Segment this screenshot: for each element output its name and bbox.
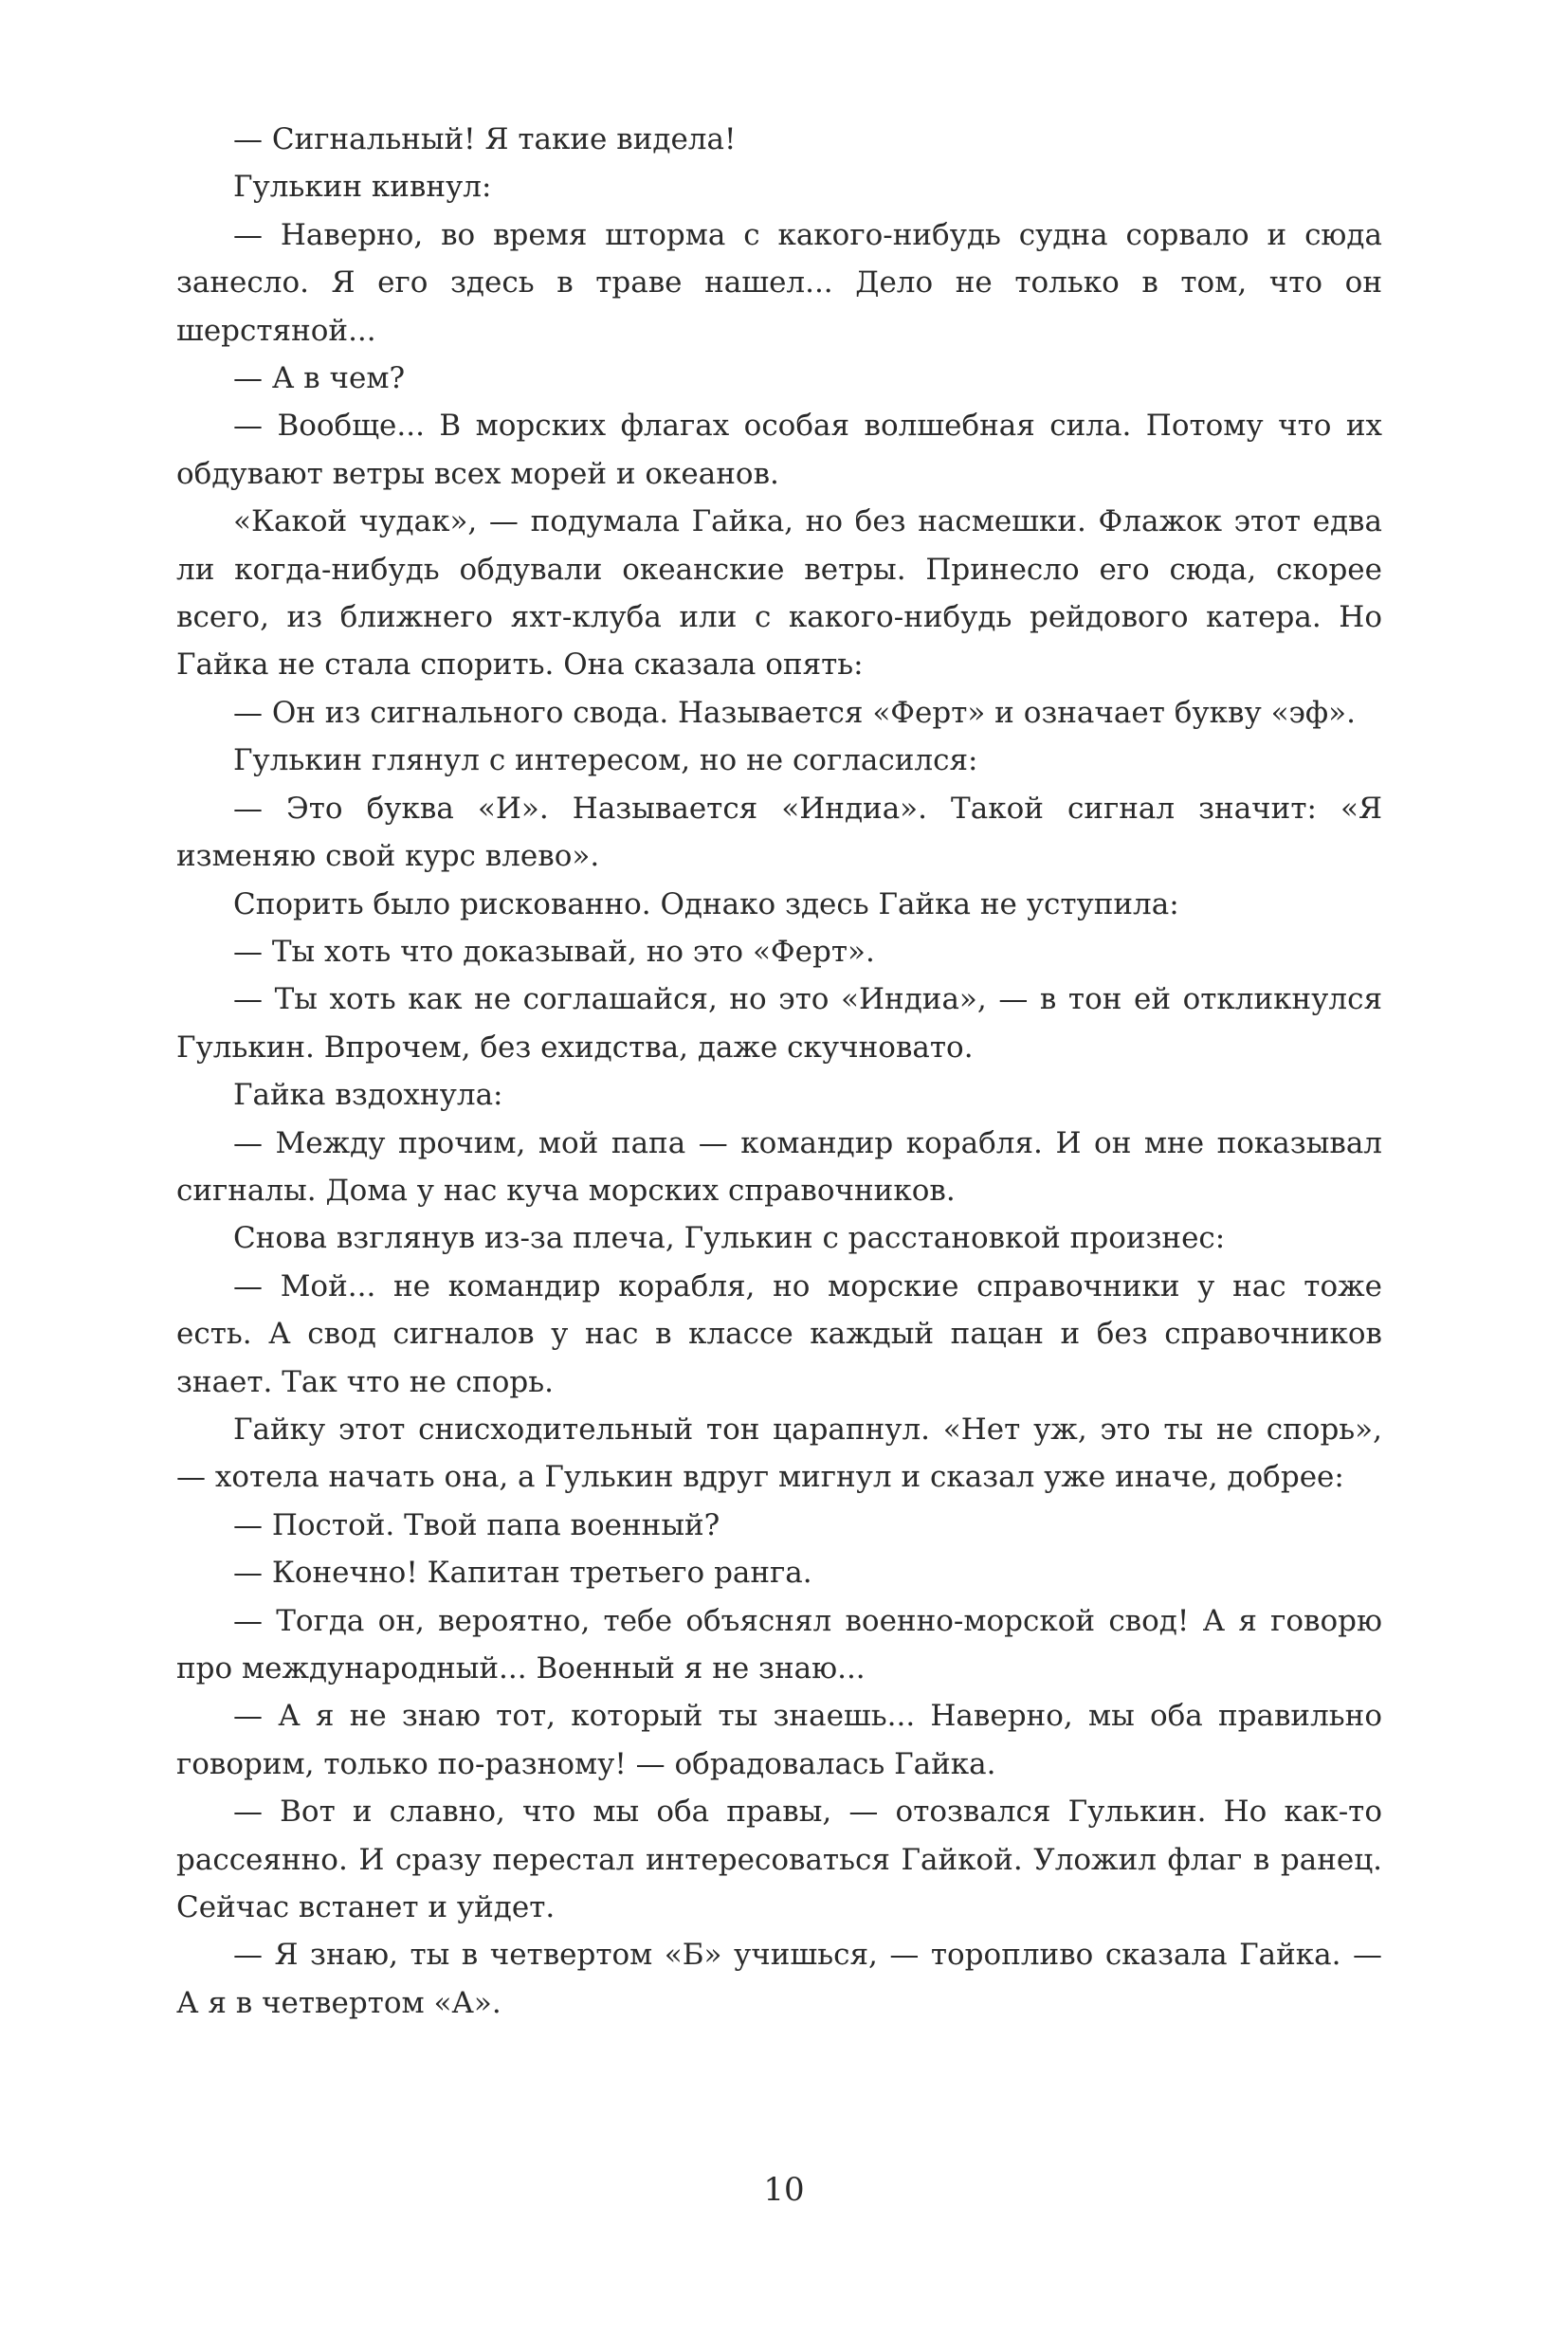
paragraph: Гулькин кивнул: (233, 170, 492, 205)
paragraph: — А я не знаю тот, который ты знаешь... Наверно, мы оба правильно говорим, только по-разному! — обрадовалась Гайка. (176, 1699, 1382, 1781)
paragraph: — Я знаю, ты в четвертом «Б» учишься, — торопливо сказала Гайка. — А я в четвертом «А». (176, 1938, 1382, 2020)
paragraph: — Тогда он, вероятно, тебе объяснял военно-морской свод! А я говорю про международный... Военный я не знаю... (176, 1603, 1382, 1686)
paragraph: — Он из сигнального свода. Называется «Ферт» и означает букву «эф». (233, 695, 1356, 730)
paragraph: — А в чем? (233, 361, 406, 396)
paragraph: «Какой чудак», — подумала Гайка, но без насмешки. Флажок этот едва ли когда-нибудь обдували океанские ветры. Принесло его сюда, скорее всего, из ближнего яхт-клуба или с какого-нибудь рейдового катера. Но Гайка не стала спорить. Она сказала опять: (176, 504, 1382, 683)
paragraph: Гайка вздохнула: (233, 1078, 503, 1113)
paragraph: — Вот и славно, что мы оба правы, — отозвался Гулькин. Но как-то рассеянно. И сразу перестал интересоваться Гайкой. Уложил флаг в ранец. Сейчас встанет и уйдет. (176, 1795, 1382, 1925)
page-number: 10 (763, 2171, 805, 2209)
paragraph: — Постой. Твой папа военный? (233, 1507, 720, 1542)
paragraph: — Наверно, во время шторма с какого-нибудь судна сорвало и сюда занесло. Я его здесь в траве нашел... Дело не только в том, что он шерстяной... (176, 217, 1382, 348)
paragraph: — Это буква «И». Называется «Индиа». Такой сигнал значит: «Я изменяю свой курс влево». (176, 791, 1382, 874)
paragraph: — Ты хоть что доказывай, но это «Ферт». (233, 934, 875, 969)
paragraph: — Ты хоть как не соглашайся, но это «Индиа», — в тон ей откликнулся Гулькин. Впрочем, без ехидства, даже скучновато. (176, 982, 1382, 1065)
page-text (176, 116, 1382, 2027)
paragraph: Спорить было рискованно. Однако здесь Гайка не уступила: (233, 886, 1179, 921)
paragraph: Снова взглянув из-за плеча, Гулькин с расстановкой произнес: (233, 1221, 1226, 1256)
paragraph: Гайку этот снисходительный тон царапнул. «Нет уж, это ты не спорь», — хотела начать она, а Гулькин вдруг мигнул и сказал уже иначе, добрее: (176, 1412, 1382, 1495)
paragraph: Гулькин глянул с интересом, но не согласился: (233, 743, 978, 778)
paragraph: — Конечно! Капитан третьего ранга. (233, 1556, 812, 1591)
paragraph: — Мой... не командир корабля, но морские справочники у нас тоже есть. А свод сигналов у нас в классе каждый пацан и без справочников знает. Так что не спорь. (176, 1268, 1382, 1399)
paragraph: — Вообще... В морских флагах особая волшебная сила. Потому что их обдувают ветры всех морей и океанов. (176, 409, 1382, 491)
paragraph: — Между прочим, мой папа — командир корабля. И он мне показывал сигналы. Дома у нас куча морских справочников. (176, 1125, 1382, 1208)
paragraph: — Сигнальный! Я такие видела! (233, 122, 737, 156)
